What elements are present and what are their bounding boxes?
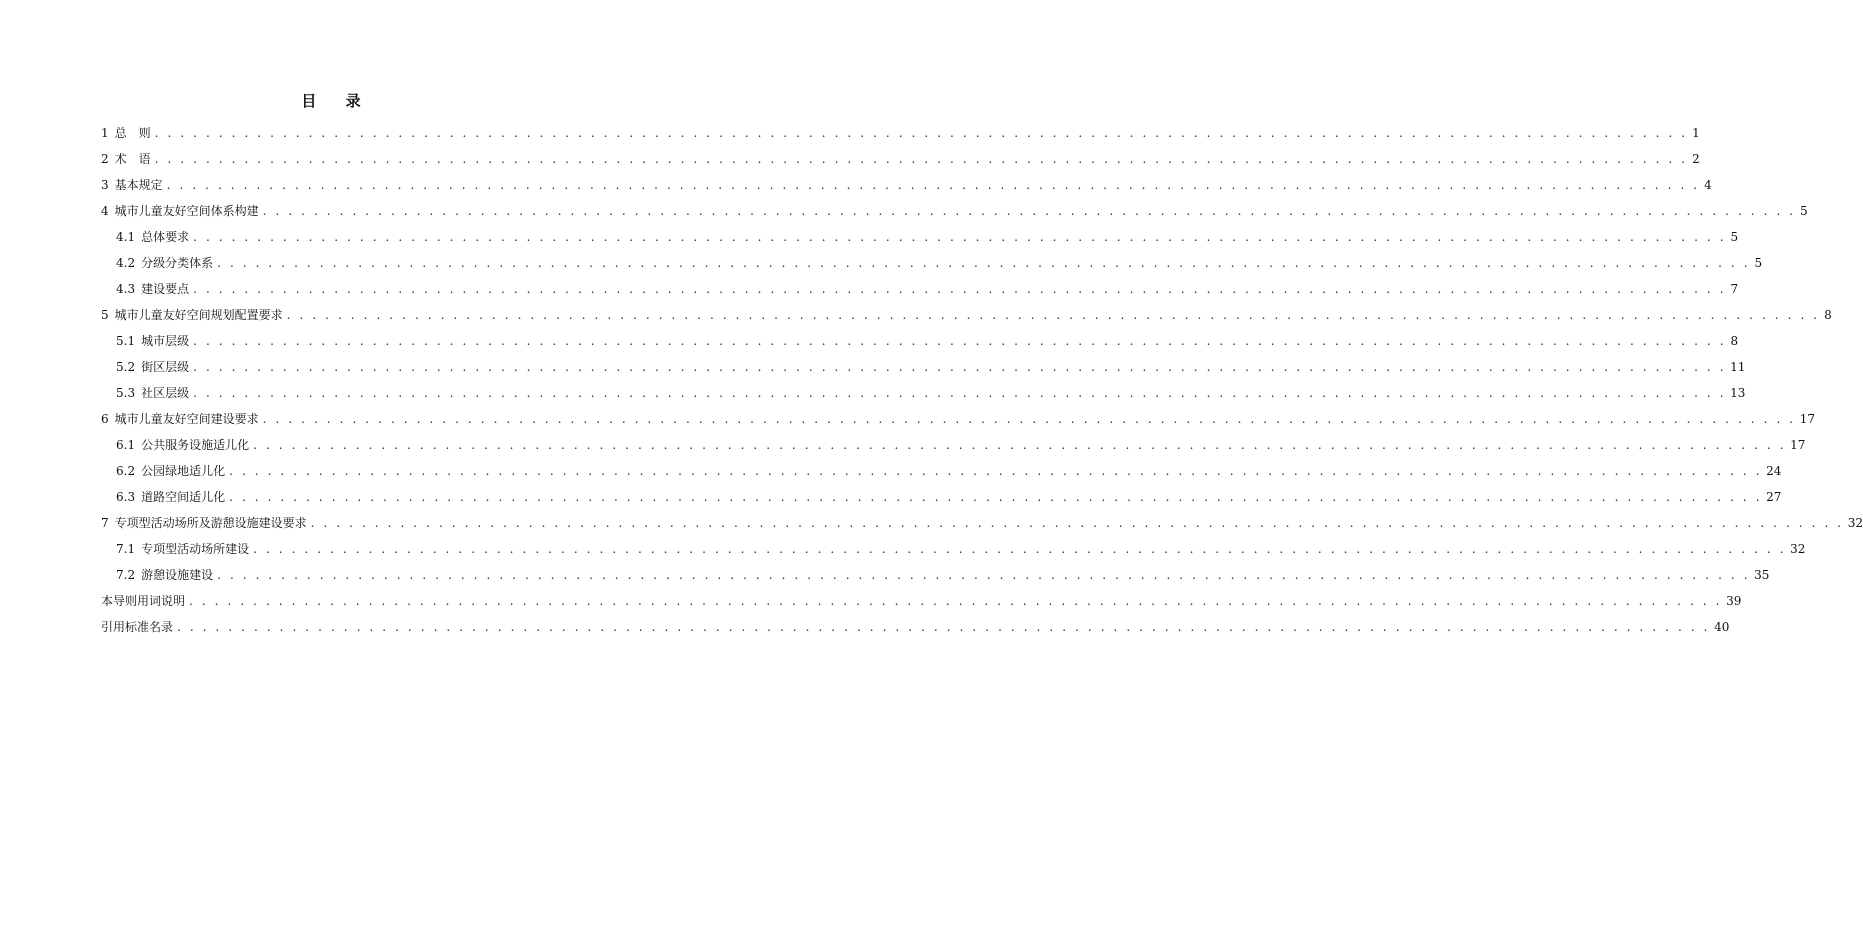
toc-entry[interactable]: [101, 432, 1806, 458]
toc-entry-label: [116, 276, 189, 302]
toc-entry[interactable]: [101, 198, 1808, 224]
toc-entry-title: 道路空间适儿化: [141, 490, 226, 504]
toc-page-number: 17: [1799, 412, 1815, 426]
toc-leader-dots: . . . . . . . . . . . . . . . . . . . . . . . . . . . . . . . . . . . . . . . . . . . . . . . . . . . . . . . . . . . . . . . . . . . . . . . . . . . . . . . . . . . . . . . . . . . . . . . . . . . . . . . . . . . . . . . . . . . . . . . .: [193, 360, 1727, 374]
toc-page-number: 27: [1766, 490, 1782, 504]
toc-entry-label: [101, 510, 307, 536]
toc-entry-title: 总体要求: [141, 230, 190, 244]
toc-entry-number: 4.1: [116, 230, 136, 244]
toc-entry-label: [101, 302, 283, 328]
toc-entry-number: 6.3: [116, 490, 136, 504]
toc-entry-title: 引用标准名录: [101, 620, 174, 634]
toc-page-number: 7: [1730, 282, 1739, 296]
toc-entry-title: 公共服务设施适儿化: [141, 438, 250, 452]
toc-entry[interactable]: [101, 354, 1746, 380]
toc-entry[interactable]: [101, 510, 1863, 536]
toc-leader-dots: . . . . . . . . . . . . . . . . . . . . . . . . . . . . . . . . . . . . . . . . . . . . . . . . . . . . . . . . . . . . . . . . . . . . . . . . . . . . . . . . . . . . . . . . . . . . . . . . . . . . . . . . . . . . . . . . . . . . . . . .: [193, 334, 1727, 348]
toc-entry[interactable]: [101, 328, 1739, 354]
toc-entry-label: [101, 146, 151, 172]
toc-page-number: 13: [1730, 386, 1746, 400]
toc-page-number: 32: [1790, 542, 1806, 556]
toc-entry-title: 城市儿童友好空间规划配置要求: [114, 308, 283, 322]
toc-leader-dots: . . . . . . . . . . . . . . . . . . . . . . . . . . . . . . . . . . . . . . . . . . . . . . . . . . . . . . . . . . . . . . . . . . . . . . . . . . . . . . . . . . . . . . . . . . . . . . . . . . . . . . . . . . . . . . . . . . . . . . . .: [177, 620, 1711, 634]
toc-leader-dots: . . . . . . . . . . . . . . . . . . . . . . . . . . . . . . . . . . . . . . . . . . . . . . . . . . . . . . . . . . . . . . . . . . . . . . . . . . . . . . . . . . . . . . . . . . . . . . . . . . . . . . . . . . . . . . . . . . . . . . . .: [193, 230, 1727, 244]
toc-entry[interactable]: [101, 536, 1806, 562]
toc-entry-number: 4: [101, 204, 109, 218]
toc-entry-number: 5.1: [116, 334, 136, 348]
toc-entry-title: 社区层级: [141, 386, 190, 400]
toc-entry-label: [116, 536, 249, 562]
page-title: 目 录: [301, 92, 373, 110]
toc-page-number: 17: [1790, 438, 1806, 452]
toc-entry-label: [116, 328, 189, 354]
toc-page-number: 39: [1726, 594, 1742, 608]
toc-entry-label: [101, 172, 163, 198]
toc-leader-dots: . . . . . . . . . . . . . . . . . . . . . . . . . . . . . . . . . . . . . . . . . . . . . . . . . . . . . . . . . . . . . . . . . . . . . . . . . . . . . . . . . . . . . . . . . . . . . . . . . . . . . . . . . . . . . . . . . . . . . . . .: [154, 152, 1688, 166]
toc-page-number: 1: [1692, 126, 1700, 140]
toc-leader-dots: . . . . . . . . . . . . . . . . . . . . . . . . . . . . . . . . . . . . . . . . . . . . . . . . . . . . . . . . . . . . . . . . . . . . . . . . . . . . . . . . . . . . . . . . . . . . . . . . . . . . . . . . . . . . . . . . . . . . . . . .: [253, 438, 1787, 452]
toc-page-number: 4: [1704, 178, 1712, 192]
toc-leader-dots: . . . . . . . . . . . . . . . . . . . . . . . . . . . . . . . . . . . . . . . . . . . . . . . . . . . . . . . . . . . . . . . . . . . . . . . . . . . . . . . . . . . . . . . . . . . . . . . . . . . . . . . . . . . . . . . . . . . . . . . .: [286, 308, 1820, 322]
toc-page-number: 5: [1800, 204, 1808, 218]
toc-page-number: 24: [1766, 464, 1782, 478]
toc-entry[interactable]: [101, 406, 1815, 432]
toc-leader-dots: . . . . . . . . . . . . . . . . . . . . . . . . . . . . . . . . . . . . . . . . . . . . . . . . . . . . . . . . . . . . . . . . . . . . . . . . . . . . . . . . . . . . . . . . . . . . . . . . . . . . . . . . . . . . . . . . . . . . . . . .: [193, 386, 1727, 400]
toc-entry-label: [116, 484, 225, 510]
toc-entry-label: [116, 458, 225, 484]
toc-entry[interactable]: [101, 302, 1832, 328]
toc-entry-label: [101, 406, 259, 432]
toc-entry-number: 7.2: [116, 568, 136, 582]
toc-entry-title: 游憩设施建设: [141, 568, 214, 582]
toc-entry[interactable]: [101, 484, 1782, 510]
toc-leader-dots: . . . . . . . . . . . . . . . . . . . . . . . . . . . . . . . . . . . . . . . . . . . . . . . . . . . . . . . . . . . . . . . . . . . . . . . . . . . . . . . . . . . . . . . . . . . . . . . . . . . . . . . . . . . . . . . . . . . . . . . .: [193, 282, 1727, 296]
toc-page-number: 32: [1847, 516, 1863, 530]
toc-page-number: 11: [1730, 360, 1746, 374]
toc-entry[interactable]: [101, 458, 1782, 484]
toc-entry-label: [116, 432, 249, 458]
table-of-contents: [101, 120, 1863, 640]
toc-leader-dots: . . . . . . . . . . . . . . . . . . . . . . . . . . . . . . . . . . . . . . . . . . . . . . . . . . . . . . . . . . . . . . . . . . . . . . . . . . . . . . . . . . . . . . . . . . . . . . . . . . . . . . . . . . . . . . . . . . . . . . . .: [262, 412, 1796, 426]
toc-entry[interactable]: [101, 120, 1700, 146]
toc-page-number: 5: [1730, 230, 1739, 244]
toc-leader-dots: . . . . . . . . . . . . . . . . . . . . . . . . . . . . . . . . . . . . . . . . . . . . . . . . . . . . . . . . . . . . . . . . . . . . . . . . . . . . . . . . . . . . . . . . . . . . . . . . . . . . . . . . . . . . . . . . . . . . . . . .: [229, 464, 1763, 478]
toc-entry-number: 7.1: [116, 542, 136, 556]
toc-entry-number: 7: [101, 516, 109, 530]
toc-entry-title: 术 语: [114, 152, 151, 166]
toc-entry-label: [116, 562, 213, 588]
toc-entry-title: 本导则用词说明: [101, 594, 186, 608]
toc-entry-number: 6: [101, 412, 109, 426]
toc-page-number: 35: [1754, 568, 1770, 582]
toc-entry-label: [116, 354, 189, 380]
toc-entry-number: 1: [101, 126, 109, 140]
toc-entry[interactable]: [101, 276, 1739, 302]
toc-page-number: 8: [1730, 334, 1739, 348]
toc-entry-number: 3: [101, 178, 109, 192]
toc-leader-dots: . . . . . . . . . . . . . . . . . . . . . . . . . . . . . . . . . . . . . . . . . . . . . . . . . . . . . . . . . . . . . . . . . . . . . . . . . . . . . . . . . . . . . . . . . . . . . . . . . . . . . . . . . . . . . . . . . . . . . . . .: [166, 178, 1700, 192]
toc-entry-number: 5.3: [116, 386, 136, 400]
toc-entry-title: 基本规定: [114, 178, 163, 192]
toc-entry-title: 专项型活动场所建设: [141, 542, 250, 556]
toc-entry-label: [101, 614, 173, 640]
toc-entry[interactable]: [101, 146, 1700, 172]
toc-leader-dots: . . . . . . . . . . . . . . . . . . . . . . . . . . . . . . . . . . . . . . . . . . . . . . . . . . . . . . . . . . . . . . . . . . . . . . . . . . . . . . . . . . . . . . . . . . . . . . . . . . . . . . . . . . . . . . . . . . . . . . . .: [217, 568, 1751, 582]
toc-page-number: 2: [1692, 152, 1700, 166]
toc-leader-dots: . . . . . . . . . . . . . . . . . . . . . . . . . . . . . . . . . . . . . . . . . . . . . . . . . . . . . . . . . . . . . . . . . . . . . . . . . . . . . . . . . . . . . . . . . . . . . . . . . . . . . . . . . . . . . . . . . . . . . . . .: [154, 126, 1688, 140]
toc-entry-title: 专项型活动场所及游憩设施建设要求: [114, 516, 307, 530]
toc-leader-dots: . . . . . . . . . . . . . . . . . . . . . . . . . . . . . . . . . . . . . . . . . . . . . . . . . . . . . . . . . . . . . . . . . . . . . . . . . . . . . . . . . . . . . . . . . . . . . . . . . . . . . . . . . . . . . . . . . . . . . . . .: [262, 204, 1796, 218]
toc-entry[interactable]: [101, 562, 1770, 588]
toc-entry-title: 城市儿童友好空间体系构建: [114, 204, 259, 218]
toc-entry-number: 6.2: [116, 464, 136, 478]
toc-leader-dots: . . . . . . . . . . . . . . . . . . . . . . . . . . . . . . . . . . . . . . . . . . . . . . . . . . . . . . . . . . . . . . . . . . . . . . . . . . . . . . . . . . . . . . . . . . . . . . . . . . . . . . . . . . . . . . . . . . . . . . . .: [253, 542, 1787, 556]
toc-leader-dots: . . . . . . . . . . . . . . . . . . . . . . . . . . . . . . . . . . . . . . . . . . . . . . . . . . . . . . . . . . . . . . . . . . . . . . . . . . . . . . . . . . . . . . . . . . . . . . . . . . . . . . . . . . . . . . . . . . . . . . . .: [310, 516, 1844, 530]
toc-entry-label: [101, 120, 151, 146]
toc-entry[interactable]: [101, 172, 1712, 198]
toc-entry-number: 2: [101, 152, 109, 166]
toc-leader-dots: . . . . . . . . . . . . . . . . . . . . . . . . . . . . . . . . . . . . . . . . . . . . . . . . . . . . . . . . . . . . . . . . . . . . . . . . . . . . . . . . . . . . . . . . . . . . . . . . . . . . . . . . . . . . . . . . . . . . . . . .: [217, 256, 1751, 270]
toc-leader-dots: . . . . . . . . . . . . . . . . . . . . . . . . . . . . . . . . . . . . . . . . . . . . . . . . . . . . . . . . . . . . . . . . . . . . . . . . . . . . . . . . . . . . . . . . . . . . . . . . . . . . . . . . . . . . . . . . . . . . . . . .: [229, 490, 1763, 504]
toc-entry-label: [101, 588, 185, 614]
toc-entry-number: 5: [101, 308, 109, 322]
toc-entry-title: 总 则: [114, 126, 151, 140]
toc-page-number: 8: [1824, 308, 1832, 322]
toc-entry-label: [116, 250, 213, 276]
toc-entry[interactable]: [101, 614, 1730, 640]
toc-entry-label: [101, 198, 259, 224]
toc-entry-title: 分级分类体系: [141, 256, 214, 270]
toc-entry-title: 建设要点: [141, 282, 190, 296]
toc-leader-dots: . . . . . . . . . . . . . . . . . . . . . . . . . . . . . . . . . . . . . . . . . . . . . . . . . . . . . . . . . . . . . . . . . . . . . . . . . . . . . . . . . . . . . . . . . . . . . . . . . . . . . . . . . . . . . . . . . . . . . . . .: [189, 594, 1723, 608]
toc-entry-title: 城市儿童友好空间建设要求: [114, 412, 259, 426]
toc-entry[interactable]: [101, 224, 1739, 250]
toc-entry-title: 街区层级: [141, 360, 190, 374]
toc-entry-label: [116, 380, 189, 406]
toc-entry-number: 4.3: [116, 282, 136, 296]
toc-page-number: 40: [1714, 620, 1730, 634]
toc-entry-title: 公园绿地适儿化: [141, 464, 226, 478]
toc-entry-label: [116, 224, 189, 250]
toc-page-number: 5: [1754, 256, 1763, 270]
toc-entry[interactable]: [101, 250, 1763, 276]
toc-entry[interactable]: [101, 588, 1742, 614]
toc-entry-number: 5.2: [116, 360, 136, 374]
toc-entry[interactable]: [101, 380, 1746, 406]
toc-entry-title: 城市层级: [141, 334, 190, 348]
toc-entry-number: 6.1: [116, 438, 136, 452]
toc-entry-number: 4.2: [116, 256, 136, 270]
